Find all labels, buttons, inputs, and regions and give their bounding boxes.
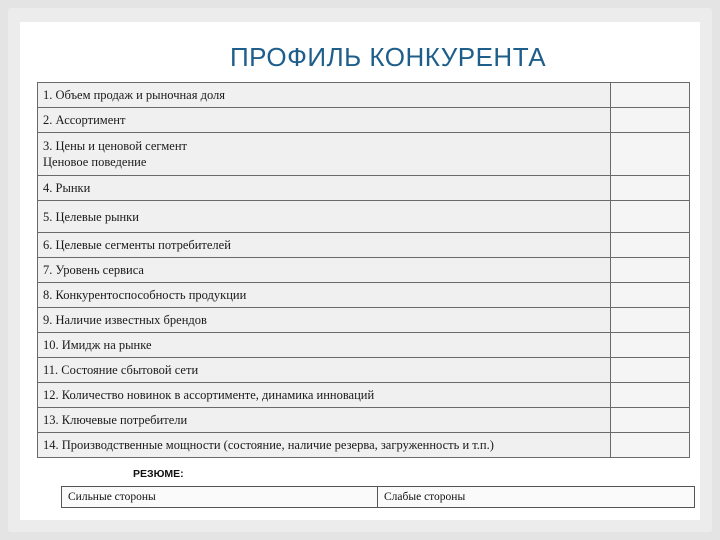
row-value[interactable]	[611, 233, 690, 258]
row-label: 4. Рынки	[38, 176, 611, 201]
row-label: 14. Производственные мощности (состояние, наличие резерва, загруженность и т.п.)	[38, 433, 611, 458]
row-value[interactable]	[611, 283, 690, 308]
row-value[interactable]	[611, 201, 690, 233]
row-label: 2. Ассортимент	[38, 108, 611, 133]
row-value[interactable]	[611, 408, 690, 433]
summary-row	[62, 487, 695, 508]
table-row	[38, 258, 690, 283]
table-row	[38, 358, 690, 383]
table-row	[38, 383, 690, 408]
row-value[interactable]	[611, 358, 690, 383]
row-label: 8. Конкурентоспособность продукции	[38, 283, 611, 308]
row-label: 11. Состояние сбытовой сети	[38, 358, 611, 383]
competitor-profile-table	[37, 82, 690, 458]
table-row	[38, 283, 690, 308]
strengths-cell[interactable]: Сильные стороны	[62, 487, 378, 508]
table-row	[38, 333, 690, 358]
summary-label: РЕЗЮМЕ:	[133, 468, 184, 480]
row-label: 1. Объем продаж и рыночная доля	[38, 83, 611, 108]
row-value[interactable]	[611, 108, 690, 133]
row-value[interactable]	[611, 83, 690, 108]
row-value[interactable]	[611, 383, 690, 408]
row-value[interactable]	[611, 433, 690, 458]
table-row	[38, 308, 690, 333]
weaknesses-cell[interactable]: Слабые стороны	[378, 487, 695, 508]
page-title: ПРОФИЛЬ КОНКУРЕНТА	[229, 42, 547, 72]
row-value[interactable]	[611, 176, 690, 201]
row-label-line: Ценовое поведение	[43, 155, 147, 169]
table-row	[38, 133, 690, 176]
table-row	[38, 233, 690, 258]
row-label: 12. Количество новинок в ассортименте, динамика инноваций	[38, 383, 611, 408]
row-label: 10. Имидж на рынке	[38, 333, 611, 358]
row-value[interactable]	[611, 308, 690, 333]
row-label: 9. Наличие известных брендов	[38, 308, 611, 333]
table-row	[38, 433, 690, 458]
table-row	[38, 176, 690, 201]
table-row	[38, 408, 690, 433]
summary-table	[61, 486, 695, 508]
row-label-line: 3. Цены и ценовой сегмент	[43, 139, 187, 153]
row-label: 13. Ключевые потребители	[38, 408, 611, 433]
table-row	[38, 108, 690, 133]
row-label	[38, 133, 611, 176]
row-label: 6. Целевые сегменты потребителей	[38, 233, 611, 258]
table-row	[38, 83, 690, 108]
row-value[interactable]	[611, 133, 690, 176]
row-value[interactable]	[611, 258, 690, 283]
row-value[interactable]	[611, 333, 690, 358]
table-row	[38, 201, 690, 233]
row-label: 7. Уровень сервиса	[38, 258, 611, 283]
row-label: 5. Целевые рынки	[38, 201, 611, 233]
